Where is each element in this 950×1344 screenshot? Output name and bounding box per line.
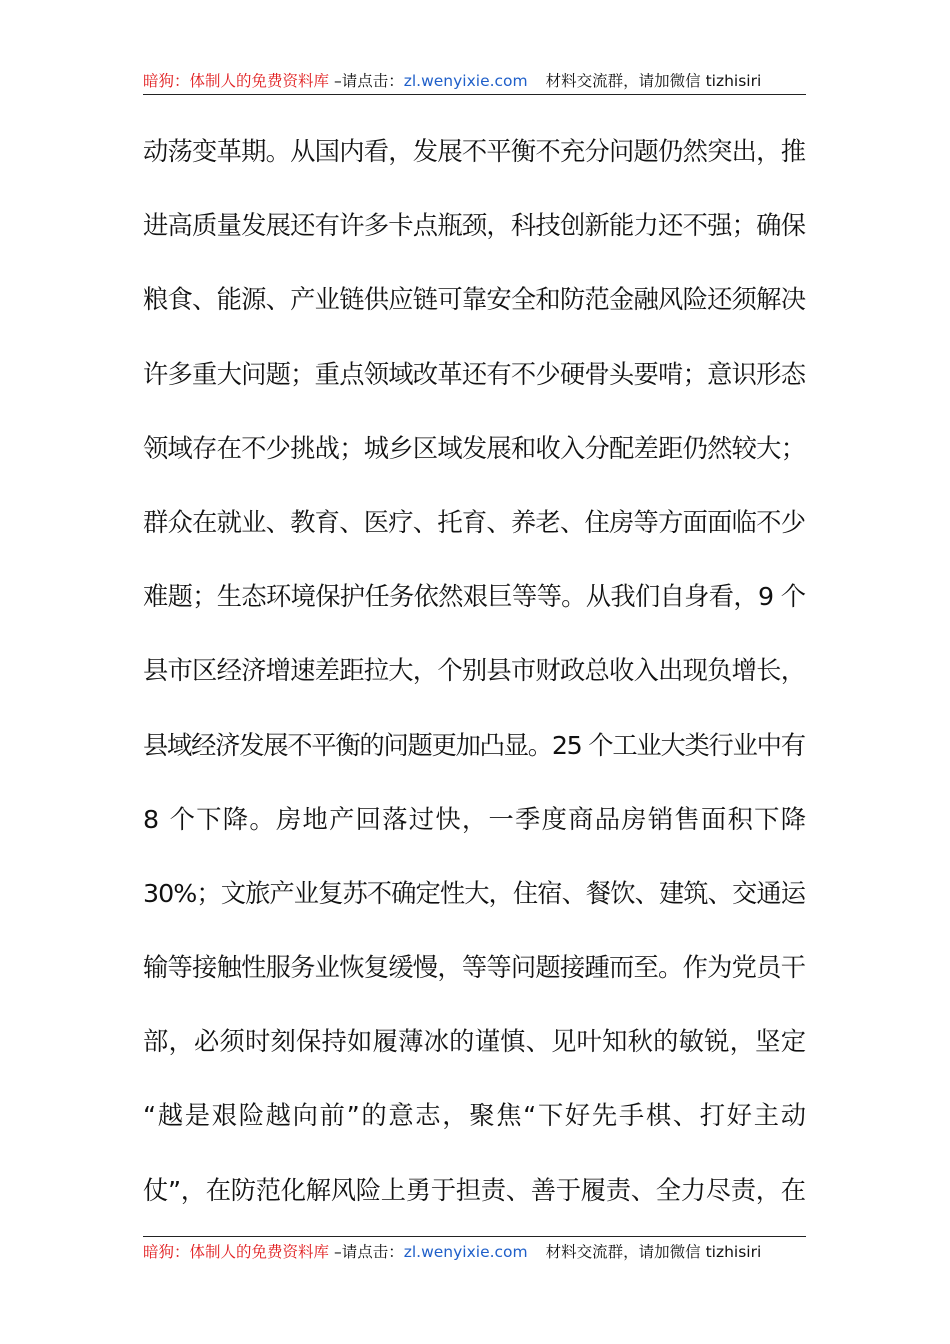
body-line: 领域存在不少挑战；城乡区域发展和收入分配差距仍然较大； <box>143 433 806 463</box>
body-line: 县域经济发展不平衡的问题更加凸显。25 个工业大类行业中有 <box>143 730 805 760</box>
footer-divider <box>143 1236 806 1237</box>
body-line: 粮食、能源、产业链供应链可靠安全和防范金融风险还须解决 <box>143 285 806 315</box>
page-header <box>143 71 806 91</box>
page-footer <box>143 1242 806 1262</box>
footer-brand: 暗狗：体制人的免费资料库 <box>143 1243 330 1261</box>
header-link[interactable]: zl.wenyixie.com <box>403 72 528 90</box>
body-line: 难题；生态环境保护任务依然艰巨等等。从我们自身看，9 个 <box>143 582 806 612</box>
body-line: 30%；文旅产业复苏不确定性大，住宿、餐饮、建筑、交通运 <box>143 878 806 908</box>
body-line: 进高质量发展还有许多卡点瓶颈，科技创新能力还不强；确保 <box>143 211 806 241</box>
header-divider <box>143 94 806 95</box>
body-line: “越是艰险越向前”的意志，聚焦“下好先手棋、打好主动 <box>143 1101 808 1131</box>
header-group-note: 材料交流群，请加微信 tizhisiri <box>545 72 762 90</box>
footer-prompt: –请点击： <box>329 1243 404 1261</box>
body-line: 仗”，在防范化解风险上勇于担责、善于履责、全力尽责，在 <box>143 1175 806 1205</box>
body-line: 部，必须时刻保持如履薄冰的谨慎、见叶知秋的敏锐，坚定 <box>143 1027 807 1057</box>
footer-link[interactable]: zl.wenyixie.com <box>403 1243 528 1261</box>
body-line: 县市区经济增速差距拉大，个别县市财政总收入出现负增长， <box>143 656 806 686</box>
document-body <box>143 132 806 1245</box>
header-brand: 暗狗：体制人的免费资料库 <box>143 72 330 90</box>
body-line: 动荡变革期。从国内看，发展不平衡不充分问题仍然突出，推 <box>143 137 806 166</box>
header-prompt: –请点击： <box>329 72 404 90</box>
body-line: 输等接触性服务业恢复缓慢，等等问题接踵而至。作为党员干 <box>143 953 806 983</box>
footer-group-note: 材料交流群，请加微信 tizhisiri <box>545 1243 762 1261</box>
body-line: 许多重大问题；重点领域改革还有不少硬骨头要啃；意识形态 <box>143 359 806 389</box>
body-line: 8 个下降。房地产回落过快，一季度商品房销售面积下降 <box>143 804 808 834</box>
body-line: 群众在就业、教育、医疗、托育、养老、住房等方面面临不少 <box>143 507 806 537</box>
